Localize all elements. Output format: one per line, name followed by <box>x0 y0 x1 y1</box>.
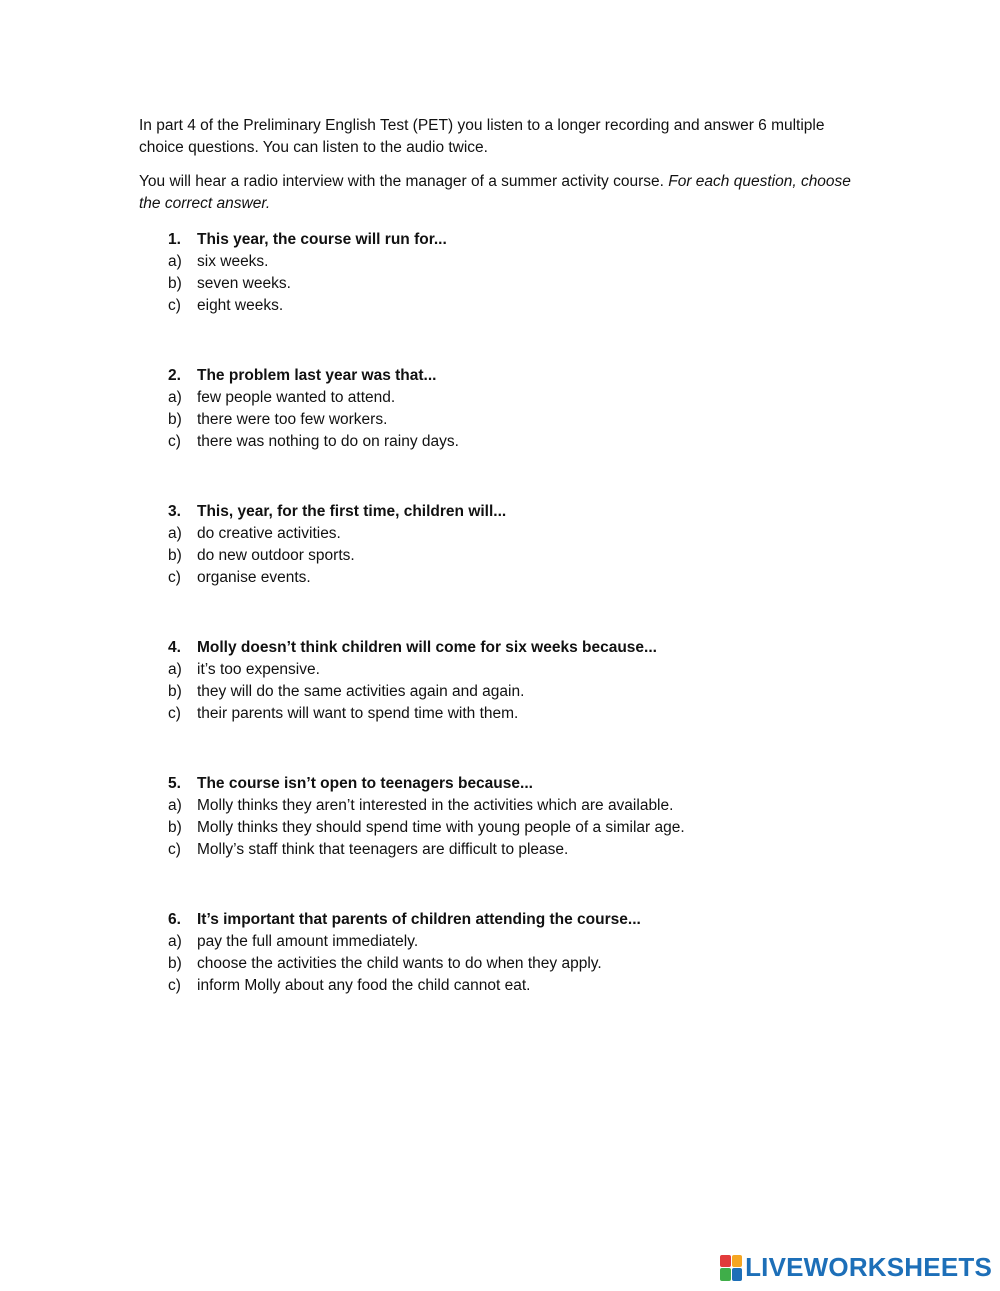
question-text: This, year, for the first time, children will... <box>197 503 507 520</box>
option-text: Molly thinks they should spend time with young people of a similar age. <box>197 819 685 836</box>
option-text: six weeks. <box>197 253 269 270</box>
intro-instruction: For each question, choose the correct answer. <box>139 173 851 212</box>
option-letter: b) <box>168 819 182 836</box>
answer-option[interactable] <box>139 567 859 589</box>
option-letter: b) <box>168 275 182 292</box>
question-heading <box>139 501 859 523</box>
option-letter: c) <box>168 705 181 722</box>
answer-option[interactable] <box>139 387 859 409</box>
answer-option[interactable] <box>139 975 859 997</box>
option-text: choose the activities the child wants to do when they apply. <box>197 955 602 972</box>
answer-option[interactable] <box>139 953 859 975</box>
intro-paragraph-2-text: You will hear a radio interview with the manager of a summer activity course. <box>139 173 669 190</box>
question-text: The problem last year was that... <box>197 367 437 384</box>
option-text: Molly’s staff think that teenagers are difficult to please. <box>197 841 569 858</box>
option-text: seven weeks. <box>197 275 291 292</box>
option-letter: a) <box>168 933 182 950</box>
option-letter: a) <box>168 389 182 406</box>
intro-paragraph-2 <box>139 171 859 215</box>
option-letter: c) <box>168 841 181 858</box>
answer-option[interactable] <box>139 431 859 453</box>
question-heading <box>139 637 859 659</box>
question-number: 4. <box>168 639 181 656</box>
answer-option[interactable] <box>139 703 859 725</box>
answer-option[interactable] <box>139 251 859 273</box>
question-text: Molly doesn’t think children will come for six weeks because... <box>197 639 657 656</box>
option-letter: a) <box>168 797 182 814</box>
option-text: pay the full amount immediately. <box>197 933 419 950</box>
option-text: do new outdoor sports. <box>197 547 355 564</box>
question-number: 6. <box>168 911 181 928</box>
question-4 <box>139 637 859 725</box>
option-text: Molly thinks they aren’t interested in the activities which are available. <box>197 797 674 814</box>
option-letter: a) <box>168 525 182 542</box>
intro-paragraph-1: In part 4 of the Preliminary English Test (PET) you listen to a longer recording and answer 6 multiple choice questions. You can listen to the audio twice. <box>139 117 825 156</box>
option-letter: a) <box>168 253 182 270</box>
answer-option[interactable] <box>139 409 859 431</box>
answer-option[interactable] <box>139 681 859 703</box>
answer-option[interactable] <box>139 273 859 295</box>
question-number: 3. <box>168 503 181 520</box>
question-6 <box>139 909 859 997</box>
answer-option[interactable] <box>139 931 859 953</box>
question-text: The course isn’t open to teenagers because... <box>197 775 533 792</box>
option-letter: c) <box>168 433 181 450</box>
question-1 <box>139 229 859 317</box>
question-number: 2. <box>168 367 181 384</box>
brand-name: LIVEWORKSHEETS <box>745 1252 992 1282</box>
question-list <box>139 229 859 997</box>
question-3 <box>139 501 859 589</box>
option-text: organise events. <box>197 569 311 586</box>
answer-option[interactable] <box>139 295 859 317</box>
option-text: there was nothing to do on rainy days. <box>197 433 459 450</box>
option-text: eight weeks. <box>197 297 284 314</box>
question-text: It’s important that parents of children attending the course... <box>197 911 641 928</box>
question-5 <box>139 773 859 861</box>
answer-option[interactable] <box>139 795 859 817</box>
question-number: 1. <box>168 231 181 248</box>
option-text: few people wanted to attend. <box>197 389 396 406</box>
question-heading <box>139 365 859 387</box>
option-text: there were too few workers. <box>197 411 388 428</box>
option-text: they will do the same activities again and again. <box>197 683 525 700</box>
answer-option[interactable] <box>139 523 859 545</box>
option-letter: b) <box>168 683 182 700</box>
option-letter: b) <box>168 411 182 428</box>
option-text: inform Molly about any food the child cannot eat. <box>197 977 531 994</box>
answer-option[interactable] <box>139 545 859 567</box>
option-text: do creative activities. <box>197 525 341 542</box>
option-letter: c) <box>168 569 181 586</box>
option-letter: c) <box>168 977 181 994</box>
question-text: This year, the course will run for... <box>197 231 447 248</box>
option-letter: c) <box>168 297 181 314</box>
question-heading <box>139 909 859 931</box>
live-tiles-icon <box>720 1255 742 1281</box>
worksheet-page <box>139 115 859 997</box>
answer-option[interactable] <box>139 839 859 861</box>
option-text: their parents will want to spend time with them. <box>197 705 519 722</box>
liveworksheets-logo <box>720 1252 992 1283</box>
question-number: 5. <box>168 775 181 792</box>
answer-option[interactable] <box>139 817 859 839</box>
intro <box>139 115 859 215</box>
question-2 <box>139 365 859 453</box>
option-letter: a) <box>168 661 182 678</box>
option-text: it’s too expensive. <box>197 661 320 678</box>
question-heading <box>139 229 859 251</box>
answer-option[interactable] <box>139 659 859 681</box>
option-letter: b) <box>168 547 182 564</box>
question-heading <box>139 773 859 795</box>
option-letter: b) <box>168 955 182 972</box>
